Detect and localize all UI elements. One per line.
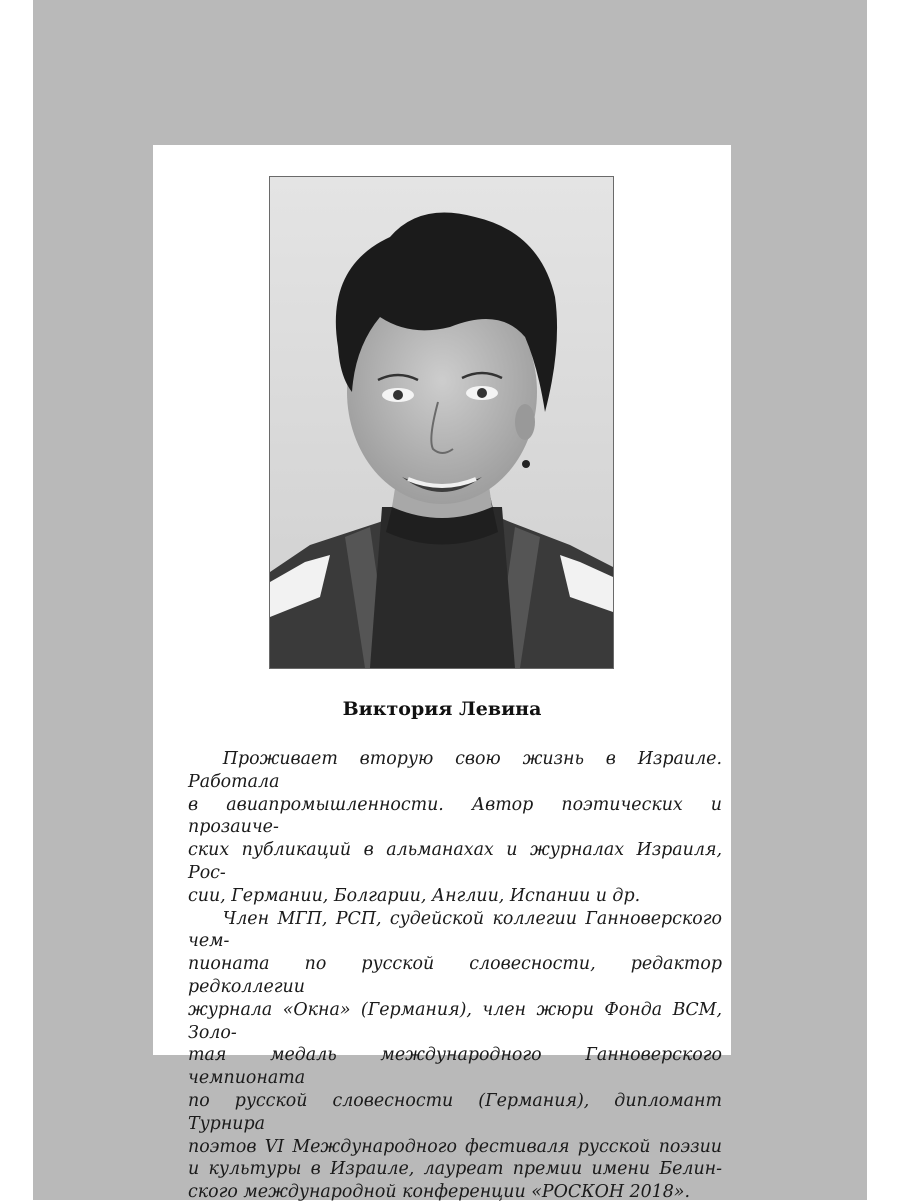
author-portrait-photo [269, 176, 614, 669]
bio-line: сии, Германии, Болгарии, Англии, Испании и др. [188, 885, 641, 906]
bio-line: Проживает вторую свою жизнь в Израиле. Работала [188, 749, 722, 792]
bio-paragraph-2 [188, 908, 722, 1204]
bio-line: пионата по русской словесности, редактор редколлегии [188, 954, 722, 997]
bio-line: журнала «Окна» (Германия), член жюри Фонда ВСМ, Золо- [188, 999, 722, 1043]
bio-line: поэтов VI Международного фестиваля русской поэзии [188, 1136, 722, 1157]
bio-line: ских публикаций в альманахах и журналах Израиля, Рос- [188, 840, 722, 883]
bio-line: и культуры в Израиле, лауреат премии имени Белин- [188, 1159, 722, 1180]
bio-line: в авиапромышленности. Автор поэтических и прозаиче- [188, 794, 722, 838]
bio-line: по русской словесности (Германия), дипломант Турнира [188, 1090, 722, 1134]
book-page [153, 145, 731, 1203]
bio-paragraph-1 [188, 748, 722, 908]
author-name: Виктория Левина [342, 698, 542, 720]
bio-line: ского международной конференции «РОСКОН 2018». [188, 1182, 690, 1203]
bio-line: Член МГП, РСП, судейской коллегии Ганноверского чем- [188, 908, 722, 952]
portrait-illustration [270, 177, 613, 668]
author-biography [188, 748, 722, 1204]
bio-line: тая медаль международного Ганноверского чемпионата [188, 1045, 722, 1089]
